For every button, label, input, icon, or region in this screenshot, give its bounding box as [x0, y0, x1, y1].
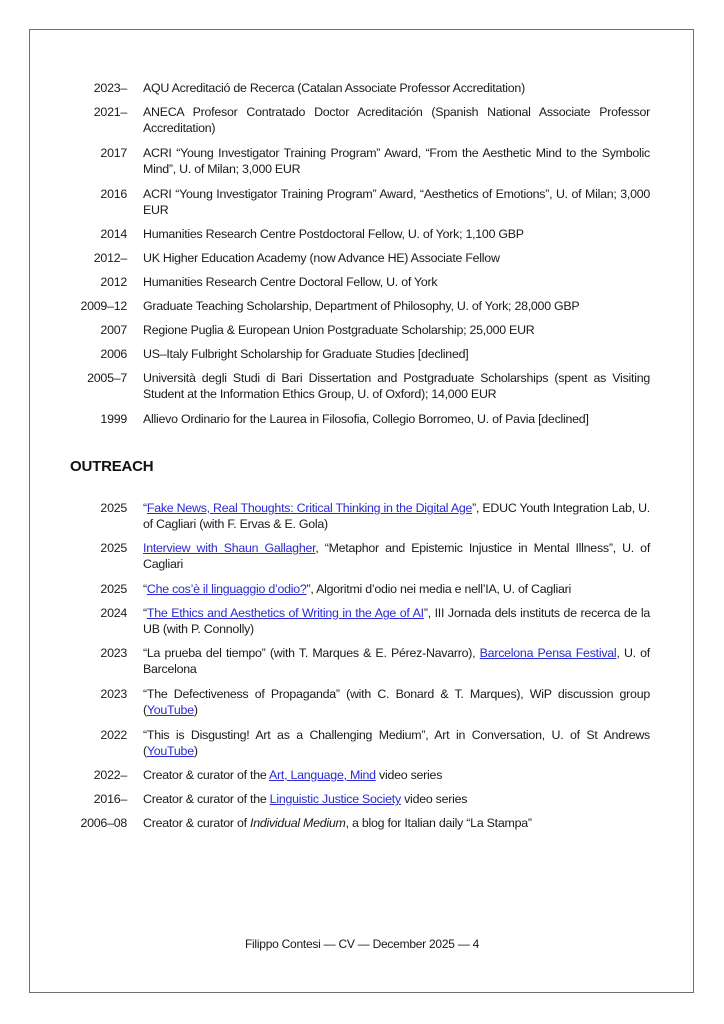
- page-footer: Filippo Contesi — CV — December 2025 — 4: [244, 937, 480, 951]
- award-year: 2012: [100, 275, 127, 289]
- outreach-year: 2022: [100, 728, 127, 742]
- award-description: [143, 346, 650, 362]
- outreach-text: “: [143, 582, 147, 596]
- outreach-description: [143, 727, 650, 759]
- outreach-text: “: [143, 606, 147, 620]
- award-text: ACRI “Young Investigator Training Program” Award, “Aesthetics of Emotions”, U. of Milan; 3,000 EUR: [143, 187, 650, 217]
- outreach-description: [143, 500, 650, 532]
- award-description: [143, 250, 650, 266]
- award-text: Graduate Teaching Scholarship, Department of Philosophy, U. of York; 28,000 GBP: [143, 299, 580, 313]
- award-year: 2014: [100, 227, 127, 241]
- outreach-text: ”, Algoritmi d’odio nei media e nell’IA, U. of Cagliari: [306, 582, 572, 596]
- section-heading-outreach: OUTREACH: [70, 458, 154, 475]
- outreach-year: 2022–: [93, 768, 127, 782]
- award-text: ANECA Profesor Contratado Doctor Acreditación (Spanish National Associate Professor Accreditation): [143, 105, 650, 135]
- outreach-year: 2024: [100, 606, 127, 620]
- outreach-year: 2016–: [93, 792, 127, 806]
- outreach-text: ”, EDUC Youth Integration Lab, U. of Cagliari (with F. Ervas & E. Gola): [143, 501, 650, 531]
- outreach-text: ): [193, 703, 198, 717]
- outreach-description: [143, 791, 650, 807]
- award-year: 2017: [100, 146, 127, 160]
- award-description: [143, 104, 650, 136]
- outreach-description: [143, 645, 650, 677]
- award-description: [143, 298, 650, 314]
- award-description: [143, 145, 650, 177]
- outreach-description: [143, 540, 650, 572]
- outreach-link[interactable]: Fake News, Real Thoughts: Critical Thinking in the Digital Age: [146, 501, 473, 515]
- award-text: AQU Acreditació de Recerca (Catalan Associate Professor Accreditation): [143, 81, 525, 95]
- outreach-description: [143, 686, 650, 718]
- award-text: Allievo Ordinario for the Laurea in Filosofia, Collegio Borromeo, U. of Pavia [declined]: [143, 412, 589, 426]
- award-text: ACRI “Young Investigator Training Program” Award, “From the Aesthetic Mind to the Symbolic Mind”, U. of Milan; 3,000 EUR: [143, 146, 650, 176]
- outreach-description: [143, 815, 650, 831]
- outreach-text: ”, III Jornada dels instituts de recerca de la UB (with P. Connolly): [143, 606, 650, 636]
- award-text: UK Higher Education Academy (now Advance HE) Associate Fellow: [143, 251, 500, 265]
- award-year: 2007: [100, 323, 127, 337]
- outreach-text: video series: [400, 792, 468, 806]
- award-text: US–Italy Fulbright Scholarship for Graduate Studies [declined]: [143, 347, 469, 361]
- outreach-link[interactable]: Che cos’è il linguaggio d’odio?: [146, 582, 307, 596]
- outreach-link[interactable]: Interview with Shaun Gallagher: [143, 541, 316, 555]
- outreach-text: ): [193, 744, 198, 758]
- award-year: 1999: [100, 412, 127, 426]
- outreach-year: 2023: [100, 687, 127, 701]
- outreach-description: [143, 767, 650, 783]
- outreach-text: , a blog for Italian daily “La Stampa”: [345, 816, 532, 830]
- outreach-link[interactable]: Linguistic Justice Society: [269, 792, 401, 806]
- outreach-description: [143, 581, 650, 597]
- award-year: 2006: [100, 347, 127, 361]
- outreach-text: Creator & curator of the: [143, 792, 270, 806]
- outreach-link[interactable]: YouTube: [146, 703, 194, 717]
- award-text: Regione Puglia & European Union Postgraduate Scholarship; 25,000 EUR: [143, 323, 535, 337]
- award-description: [143, 322, 650, 338]
- outreach-text: , U. of Barcelona: [143, 646, 650, 676]
- outreach-year: 2025: [100, 541, 127, 555]
- outreach-text: Creator & curator of the: [143, 768, 269, 782]
- outreach-link[interactable]: Art, Language, Mind: [268, 768, 376, 782]
- award-year: 2012–: [93, 251, 127, 265]
- outreach-text: video series: [375, 768, 443, 782]
- outreach-link[interactable]: The Ethics and Aesthetics of Writing in the Age of AI: [146, 606, 424, 620]
- outreach-text: Creator & curator of: [143, 816, 250, 830]
- outreach-text: , “Metaphor and Epistemic Injustice in Mental Illness”, U. of Cagliari: [143, 541, 651, 571]
- outreach-year: 2025: [100, 582, 127, 596]
- outreach-link[interactable]: Barcelona Pensa Festival: [479, 646, 617, 660]
- award-description: [143, 186, 650, 218]
- award-year: 2016: [100, 187, 127, 201]
- award-year: 2021–: [93, 105, 127, 119]
- award-description: [143, 226, 650, 242]
- outreach-link[interactable]: YouTube: [146, 744, 194, 758]
- outreach-text: “The Defectiveness of Propaganda” (with C. Bonard & T. Marques), WiP discussion group (: [143, 687, 650, 717]
- outreach-text: “: [143, 501, 147, 515]
- award-description: [143, 80, 650, 96]
- outreach-year: 2023: [100, 646, 127, 660]
- award-description: [143, 411, 650, 427]
- award-text: Humanities Research Centre Postdoctoral Fellow, U. of York; 1,100 GBP: [143, 227, 524, 241]
- award-description: [143, 274, 650, 290]
- award-year: 2005–7: [87, 371, 127, 385]
- award-year: 2023–: [93, 81, 127, 95]
- outreach-text: “This is Disgusting! Art as a Challenging Medium”, Art in Conversation, U. of St Andrews (: [143, 728, 650, 758]
- outreach-year: 2025: [100, 501, 127, 515]
- award-description: [143, 370, 650, 402]
- outreach-description: [143, 605, 650, 637]
- award-text: Humanities Research Centre Doctoral Fellow, U. of York: [143, 275, 438, 289]
- outreach-year: 2006–08: [80, 816, 127, 830]
- award-text: Università degli Studi di Bari Dissertation and Postgraduate Scholarships (spent as Visiting Student at the Information Ethics Group, U. of Oxford); 14,000 EUR: [143, 371, 650, 401]
- outreach-italic-title: Individual Medium: [250, 816, 346, 830]
- award-year: 2009–12: [80, 299, 127, 313]
- outreach-text: “La prueba del tiempo” (with T. Marques & E. Pérez-Navarro),: [143, 646, 480, 660]
